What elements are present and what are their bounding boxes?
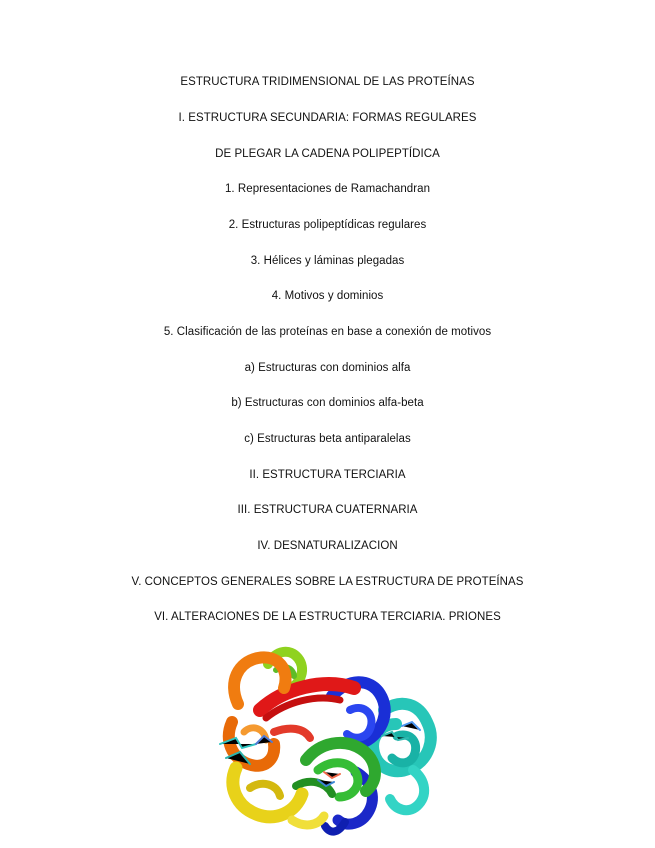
toc-line-13: IV. DESNATURALIZACION: [257, 540, 398, 552]
protein-ribbon-image: [214, 640, 446, 836]
toc-line-6: 4. Motivos y dominios: [271, 290, 384, 302]
toc-line-8: a) Estructuras con dominios alfa: [244, 362, 411, 374]
toc-line-5: 3. Hélices y láminas plegadas: [250, 255, 405, 267]
toc-line-11: II. ESTRUCTURA TERCIARIA: [249, 469, 406, 481]
document-title: ESTRUCTURA TRIDIMENSIONAL DE LAS PROTEÍNAS: [180, 76, 475, 88]
toc-line-12: III. ESTRUCTURA CUATERNARIA: [237, 504, 418, 516]
toc-line-1: I. ESTRUCTURA SECUNDARIA: FORMAS REGULARES: [178, 112, 477, 124]
toc-line-10: c) Estructuras beta antiparalelas: [244, 433, 411, 445]
toc-line-4: 2. Estructuras polipeptídicas regulares: [228, 219, 427, 231]
toc-line-15: VI. ALTERACIONES DE LA ESTRUCTURA TERCIARIA. PRIONES: [154, 611, 501, 623]
toc-line-2: DE PLEGAR LA CADENA POLIPEPTÍDICA: [215, 148, 440, 160]
toc-line-14: V. CONCEPTOS GENERALES SOBRE LA ESTRUCTURA DE PROTEÍNAS: [131, 576, 524, 588]
toc-line-7: 5. Clasificación de las proteínas en base a conexión de motivos: [163, 326, 492, 338]
toc-line-9: b) Estructuras con dominios alfa-beta: [231, 397, 424, 409]
toc-line-3: 1. Representaciones de Ramachandran: [224, 183, 431, 195]
